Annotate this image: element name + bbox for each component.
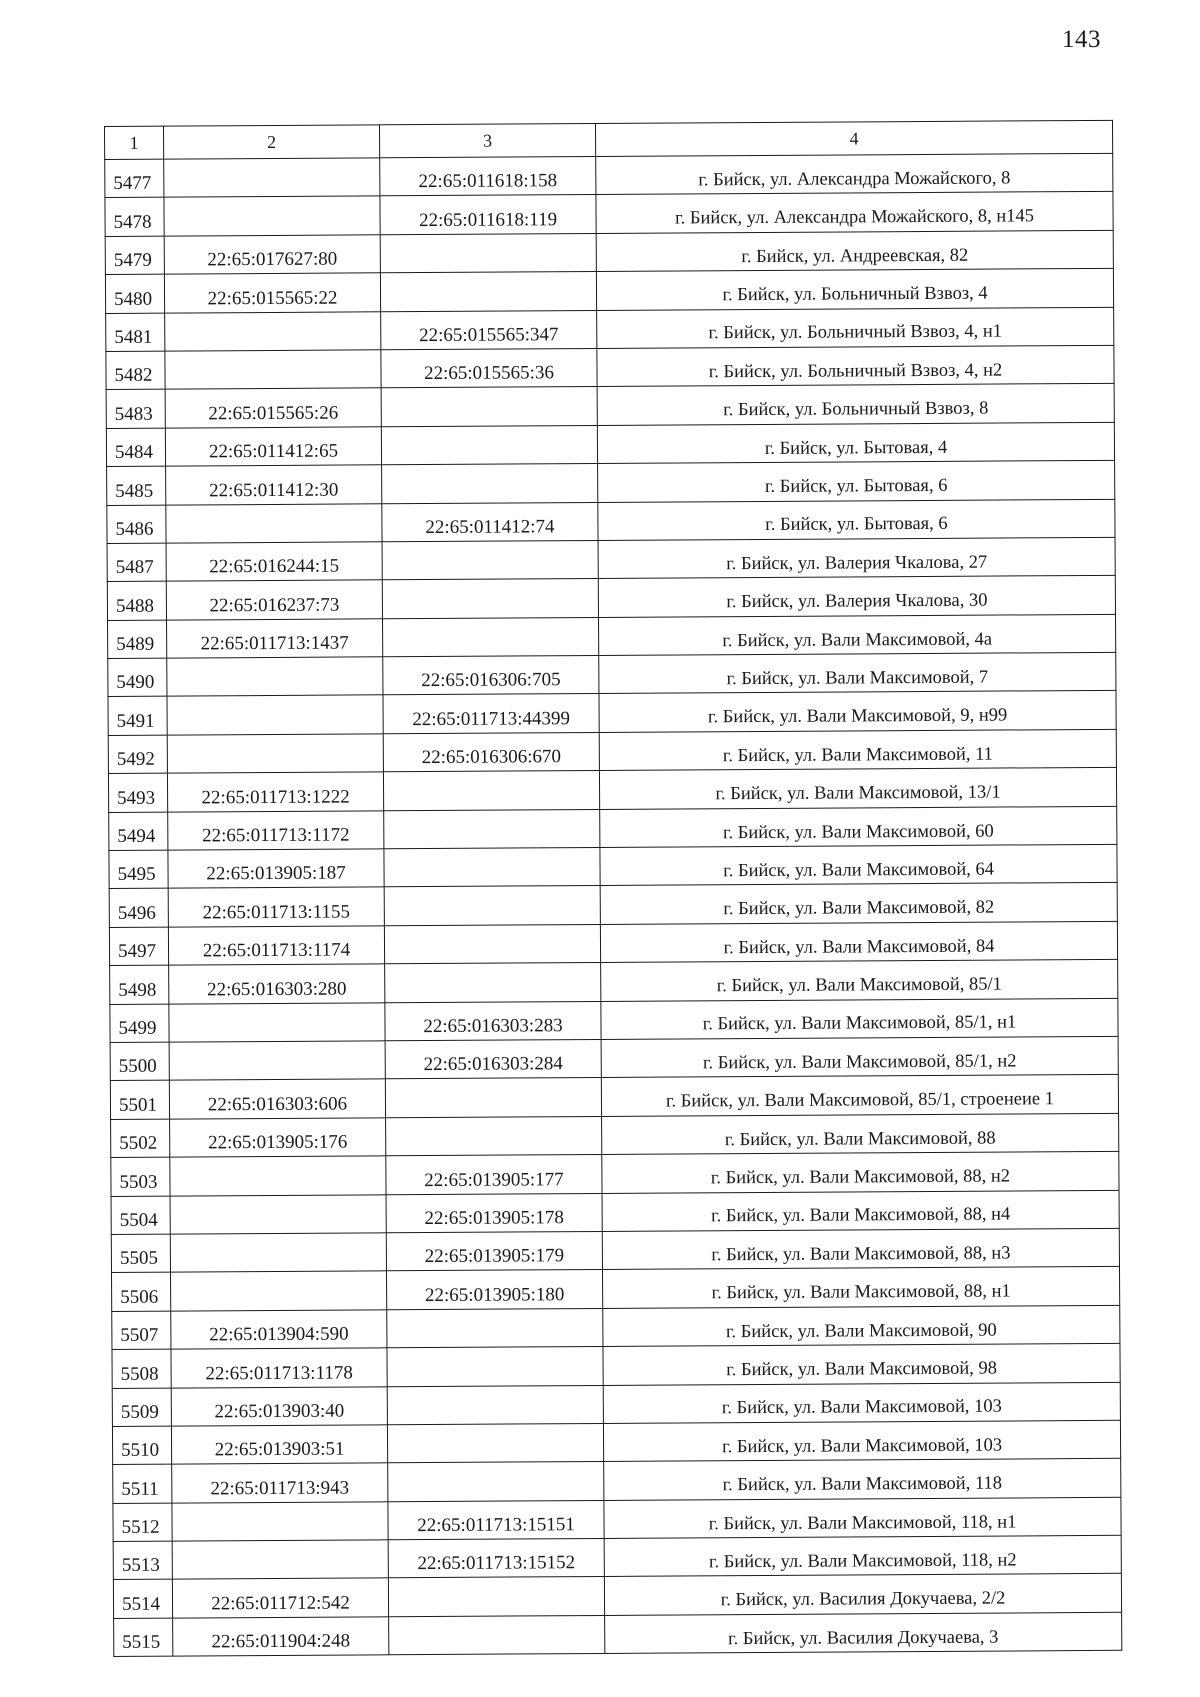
cadastral-number-object-cell: 22:65:016303:284 <box>385 1039 601 1079</box>
cadastral-number-cell: 22:65:013904:590 <box>171 1310 387 1350</box>
cadastral-number-object-cell <box>386 1116 602 1156</box>
row-number-cell: 5501 <box>110 1080 169 1119</box>
cadastral-number-cell: 22:65:013905:187 <box>168 849 384 889</box>
row-number-cell: 5507 <box>112 1311 171 1350</box>
row-number-cell: 5510 <box>112 1426 171 1465</box>
row-number-cell: 5491 <box>108 697 167 736</box>
cadastral-number-object-cell <box>384 924 600 964</box>
cadastral-number-cell: 22:65:011412:65 <box>165 427 381 467</box>
row-number-cell: 5484 <box>106 428 165 467</box>
address-cell: г. Бийск, ул. Валерия Чкалова, 30 <box>598 576 1115 618</box>
cadastral-number-cell <box>172 1501 388 1541</box>
address-cell: г. Бийск, ул. Вали Максимовой, 7 <box>599 652 1116 694</box>
table-row <box>112 1343 1120 1388</box>
row-number-cell: 5504 <box>111 1196 170 1235</box>
column-header-3: 3 <box>379 123 595 157</box>
address-cell: г. Бийск, ул. Вали Максимовой, 85/1 <box>601 960 1118 1002</box>
address-cell: г. Бийск, ул. Андреевская, 82 <box>596 230 1113 272</box>
cadastral-number-object-cell: 22:65:016303:283 <box>385 1001 601 1041</box>
cadastral-number-cell: 22:65:015565:26 <box>165 388 381 428</box>
cadastral-number-object-cell <box>388 1577 604 1617</box>
address-cell: г. Бийск, ул. Вали Максимовой, 85/1, н1 <box>601 998 1118 1040</box>
cadastral-number-object-cell <box>387 1423 603 1463</box>
row-number-cell: 5511 <box>113 1464 172 1503</box>
address-cell: г. Бийск, ул. Александра Можайского, 8 <box>596 153 1113 195</box>
cadastral-number-cell: 22:65:013903:51 <box>171 1425 387 1465</box>
table-row <box>108 729 1116 774</box>
cadastral-number-cell: 22:65:011412:30 <box>166 465 382 505</box>
cadastral-number-object-cell <box>384 809 600 849</box>
cadastral-number-object-cell: 22:65:015565:347 <box>381 310 597 350</box>
cadastral-number-cell: 22:65:016303:280 <box>169 964 385 1004</box>
cadastral-number-object-cell <box>383 771 599 811</box>
table-row <box>108 614 1116 659</box>
table-row <box>107 576 1115 621</box>
address-cell: г. Бийск, ул. Вали Максимовой, 84 <box>600 921 1117 963</box>
cadastral-number-object-cell: 22:65:013905:179 <box>386 1231 602 1271</box>
table-row <box>106 422 1114 467</box>
table-row <box>109 921 1117 966</box>
address-cell: г. Бийск, ул. Вали Максимовой, 9, н99 <box>599 691 1116 733</box>
table-row <box>109 883 1117 928</box>
address-cell: г. Бийск, ул. Вали Максимовой, 13/1 <box>599 768 1116 810</box>
cadastral-number-cell <box>167 695 383 735</box>
address-cell: г. Бийск, ул. Больничный Взвоз, 8 <box>597 384 1114 426</box>
cadastral-number-cell <box>166 503 382 543</box>
cadastral-number-cell: 22:65:017627:80 <box>164 235 380 275</box>
cadastral-number-cell <box>170 1194 386 1234</box>
row-number-cell: 5512 <box>113 1503 172 1542</box>
table-row <box>105 192 1113 237</box>
table-row <box>108 768 1116 813</box>
row-number-cell: 5498 <box>110 965 169 1004</box>
address-cell: г. Бийск, ул. Вали Максимовой, 118, н2 <box>604 1535 1121 1577</box>
table-row <box>112 1305 1120 1350</box>
page-number: 143 <box>1062 26 1101 53</box>
cadastral-number-cell: 22:65:016244:15 <box>166 542 382 582</box>
address-cell: г. Бийск, ул. Вали Максимовой, 85/1, н2 <box>601 1036 1118 1078</box>
row-number-cell: 5486 <box>107 505 166 544</box>
cadastral-number-cell <box>164 158 380 198</box>
address-cell: г. Бийск, ул. Больничный Взвоз, 4, н1 <box>597 307 1114 349</box>
address-cell: г. Бийск, ул. Вали Максимовой, 103 <box>603 1420 1120 1462</box>
address-cell: г. Бийск, ул. Вали Максимовой, 88, н4 <box>602 1190 1119 1232</box>
cadastral-number-cell <box>170 1156 386 1196</box>
address-cell: г. Бийск, ул. Вали Максимовой, 118, н1 <box>604 1497 1121 1539</box>
cadastral-number-object-cell <box>381 425 597 465</box>
row-number-cell: 5509 <box>112 1388 171 1427</box>
cadastral-number-cell <box>165 350 381 390</box>
cadastral-number-cell <box>167 734 383 774</box>
cadastral-number-object-cell <box>381 387 597 427</box>
address-cell: г. Бийск, ул. Бытовая, 4 <box>597 422 1114 464</box>
address-cell: г. Бийск, ул. Вали Максимовой, 88, н1 <box>602 1267 1119 1309</box>
cadastral-number-object-cell <box>387 1385 603 1425</box>
address-cell: г. Бийск, ул. Вали Максимовой, 98 <box>603 1343 1120 1385</box>
cadastral-number-cell <box>164 196 380 236</box>
cadastral-number-object-cell <box>385 1078 601 1118</box>
row-number-cell: 5500 <box>110 1042 169 1081</box>
cadastral-number-cell: 22:65:011713:1174 <box>168 926 384 966</box>
row-number-cell: 5495 <box>109 850 168 889</box>
address-cell: г. Бийск, ул. Вали Максимовой, 85/1, строенеие 1 <box>601 1075 1118 1117</box>
table-row <box>109 806 1117 851</box>
row-number-cell: 5480 <box>105 274 164 313</box>
cadastral-number-cell: 22:65:011713:1178 <box>171 1348 387 1388</box>
row-number-cell: 5514 <box>113 1580 172 1619</box>
cadastral-number-object-cell <box>380 272 596 312</box>
cadastral-number-object-cell <box>382 540 598 580</box>
table-row <box>107 460 1115 505</box>
cadastral-number-cell: 22:65:016237:73 <box>166 580 382 620</box>
cadastral-number-cell: 22:65:011713:1222 <box>167 772 383 812</box>
row-number-cell: 5499 <box>110 1004 169 1043</box>
cadastral-number-cell <box>169 1002 385 1042</box>
table-row <box>111 1151 1119 1196</box>
cadastral-number-cell <box>169 1041 385 1081</box>
table-row <box>106 384 1114 429</box>
address-cell: г. Бийск, ул. Больничный Взвоз, 4 <box>596 269 1113 311</box>
table-row <box>112 1267 1120 1312</box>
cadastral-number-object-cell: 22:65:016306:705 <box>383 656 599 696</box>
row-number-cell: 5485 <box>107 466 166 505</box>
table-row <box>113 1535 1121 1580</box>
address-cell: г. Бийск, ул. Вали Максимовой, 118 <box>604 1459 1121 1501</box>
cadastral-number-object-cell: 22:65:011618:158 <box>380 156 596 196</box>
table-row <box>109 844 1117 889</box>
cadastral-number-object-cell: 22:65:011713:15152 <box>388 1539 604 1579</box>
row-number-cell: 5482 <box>106 351 165 390</box>
table-row <box>107 499 1115 544</box>
row-number-cell: 5490 <box>108 658 167 697</box>
address-cell: г. Бийск, ул. Александра Можайского, 8, н145 <box>596 192 1113 234</box>
cadastral-number-cell: 22:65:011712:542 <box>172 1578 388 1618</box>
address-cell: г. Бийск, ул. Вали Максимовой, 88 <box>602 1113 1119 1155</box>
cadastral-number-object-cell: 22:65:013905:180 <box>387 1270 603 1310</box>
cadastral-number-cell: 22:65:015565:22 <box>164 273 380 313</box>
row-number-cell: 5494 <box>109 812 168 851</box>
row-number-cell: 5496 <box>109 889 168 928</box>
table-row <box>110 1075 1118 1120</box>
row-number-cell: 5515 <box>114 1618 173 1657</box>
table-row <box>113 1574 1121 1619</box>
table-row <box>105 230 1113 275</box>
address-cell: г. Бийск, ул. Вали Максимовой, 88, н3 <box>602 1228 1119 1270</box>
cadastral-number-cell <box>165 311 381 351</box>
cadastral-number-object-cell <box>387 1347 603 1387</box>
table-row <box>112 1420 1120 1465</box>
address-cell: г. Бийск, ул. Василия Докучаева, 2/2 <box>604 1574 1121 1616</box>
cadastral-number-object-cell: 22:65:011412:74 <box>382 502 598 542</box>
row-number-cell: 5513 <box>113 1541 172 1580</box>
row-number-cell: 5505 <box>111 1234 170 1273</box>
cadastral-number-object-cell <box>383 617 599 657</box>
row-number-cell: 5483 <box>106 389 165 428</box>
cadastral-number-object-cell <box>384 886 600 926</box>
table-row <box>108 652 1116 697</box>
column-header-4: 4 <box>595 120 1112 156</box>
row-number-cell: 5506 <box>112 1272 171 1311</box>
cadastral-number-object-cell <box>388 1462 604 1502</box>
address-cell: г. Бийск, ул. Валерия Чкалова, 27 <box>598 537 1115 579</box>
address-cell: г. Бийск, ул. Вали Максимовой, 11 <box>599 729 1116 771</box>
column-header-1: 1 <box>105 126 164 159</box>
row-number-cell: 5503 <box>111 1157 170 1196</box>
cadastral-number-object-cell: 22:65:015565:36 <box>381 348 597 388</box>
row-number-cell: 5481 <box>106 313 165 352</box>
cadastral-number-object-cell: 22:65:016306:670 <box>383 732 599 772</box>
cadastral-number-cell <box>167 657 383 697</box>
cadastral-number-object-cell: 22:65:011713:15151 <box>388 1500 604 1540</box>
cadastral-number-object-cell <box>382 579 598 619</box>
address-cell: г. Бийск, ул. Вали Максимовой, 60 <box>600 806 1117 848</box>
cadastral-number-object-cell <box>382 464 598 504</box>
table-row <box>106 345 1114 390</box>
row-number-cell: 5489 <box>108 620 167 659</box>
table-row <box>111 1113 1119 1158</box>
row-number-cell: 5488 <box>107 581 166 620</box>
address-cell: г. Бийск, ул. Бытовая, 6 <box>598 499 1115 541</box>
registry-table <box>104 120 1122 1657</box>
address-cell: г. Бийск, ул. Василия Докучаева, 3 <box>605 1612 1122 1654</box>
cadastral-number-cell: 22:65:011713:943 <box>172 1463 388 1503</box>
cadastral-number-cell: 22:65:016303:606 <box>169 1079 385 1119</box>
table-row <box>108 691 1116 736</box>
cadastral-number-cell: 22:65:013905:176 <box>170 1118 386 1158</box>
table-row <box>110 998 1118 1043</box>
table-body <box>105 153 1122 1656</box>
table-row <box>113 1497 1121 1542</box>
cadastral-number-object-cell: 22:65:011618:119 <box>380 195 596 235</box>
table-row <box>110 960 1118 1005</box>
row-number-cell: 5493 <box>108 773 167 812</box>
table-row <box>111 1228 1119 1273</box>
table-row <box>110 1036 1118 1081</box>
cadastral-number-cell <box>172 1540 388 1580</box>
table-row <box>112 1382 1120 1427</box>
address-cell: г. Бийск, ул. Вали Максимовой, 64 <box>600 844 1117 886</box>
table-row <box>111 1190 1119 1235</box>
address-cell: г. Бийск, ул. Бытовая, 6 <box>598 460 1115 502</box>
address-cell: г. Бийск, ул. Вали Максимовой, 4а <box>599 614 1116 656</box>
cadastral-number-cell: 22:65:011713:1437 <box>167 618 383 658</box>
cadastral-number-object-cell <box>387 1308 603 1348</box>
cadastral-number-cell <box>171 1271 387 1311</box>
cadastral-number-object-cell: 22:65:011713:44399 <box>383 694 599 734</box>
cadastral-number-object-cell: 22:65:013905:178 <box>386 1193 602 1233</box>
row-number-cell: 5497 <box>109 927 168 966</box>
cadastral-number-cell: 22:65:013903:40 <box>171 1386 387 1426</box>
cadastral-number-object-cell <box>384 848 600 888</box>
row-number-cell: 5487 <box>107 543 166 582</box>
table-row <box>106 307 1114 352</box>
address-cell: г. Бийск, ул. Больничный Взвоз, 4, н2 <box>597 345 1114 387</box>
cadastral-number-cell: 22:65:011713:1172 <box>168 810 384 850</box>
row-number-cell: 5502 <box>111 1119 170 1158</box>
row-number-cell: 5508 <box>112 1349 171 1388</box>
table-row <box>105 269 1113 314</box>
table-row <box>113 1459 1121 1504</box>
table-row <box>107 537 1115 582</box>
cadastral-number-object-cell <box>385 963 601 1003</box>
table-row <box>114 1612 1122 1657</box>
cadastral-number-object-cell <box>389 1615 605 1655</box>
address-cell: г. Бийск, ул. Вали Максимовой, 90 <box>603 1305 1120 1347</box>
cadastral-number-object-cell: 22:65:013905:177 <box>386 1155 602 1195</box>
row-number-cell: 5477 <box>105 159 164 198</box>
address-cell: г. Бийск, ул. Вали Максимовой, 82 <box>600 883 1117 925</box>
cadastral-number-cell: 22:65:011713:1155 <box>168 887 384 927</box>
table-row <box>105 153 1113 198</box>
row-number-cell: 5479 <box>105 236 164 275</box>
address-cell: г. Бийск, ул. Вали Максимовой, 103 <box>603 1382 1120 1424</box>
address-cell: г. Бийск, ул. Вали Максимовой, 88, н2 <box>602 1151 1119 1193</box>
cadastral-number-cell <box>170 1233 386 1273</box>
row-number-cell: 5492 <box>108 735 167 774</box>
cadastral-number-object-cell <box>380 233 596 273</box>
row-number-cell: 5478 <box>105 198 164 237</box>
column-header-2: 2 <box>164 125 380 159</box>
cadastral-number-cell: 22:65:011904:248 <box>173 1617 389 1657</box>
